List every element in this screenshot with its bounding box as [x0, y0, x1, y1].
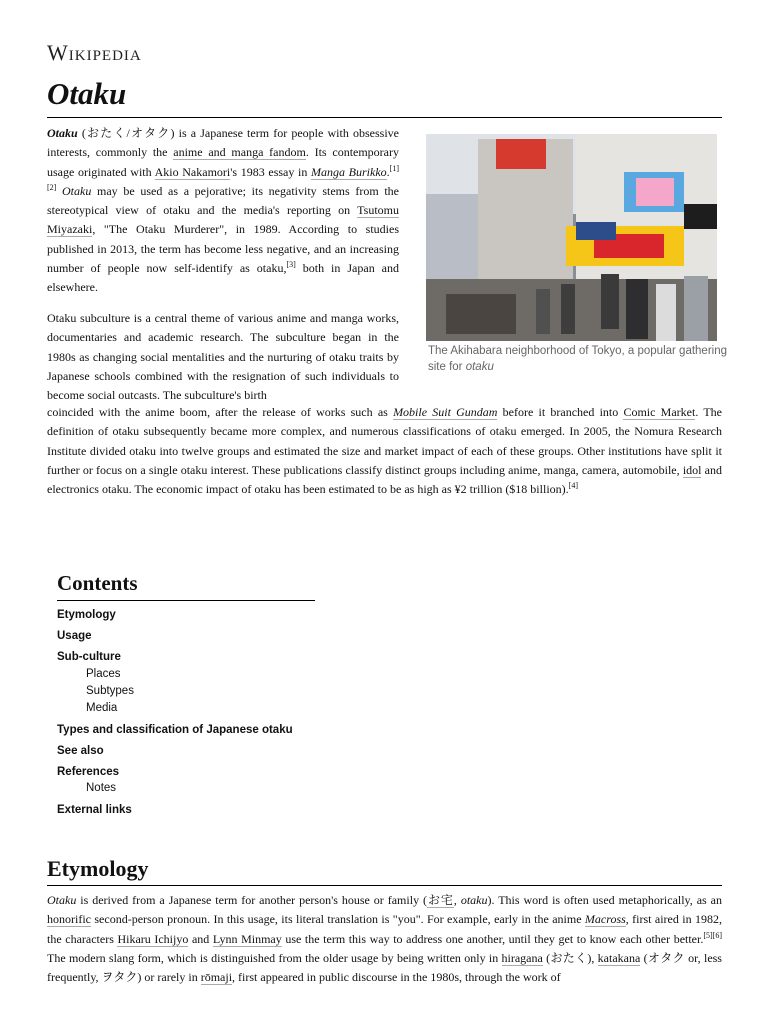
etym-text-6: use the term this way to address one another, until they get to know each other better.	[281, 931, 704, 946]
etym-text-9: (オタク or, less frequently, ヲタク) or rarely in	[47, 950, 722, 985]
p2-text-1: coincided with the anime boom, after the release of works such as	[47, 405, 394, 419]
lead-text-2: . Its contemporary usage originated with	[47, 145, 400, 179]
citation-4[interactable]: [4]	[568, 481, 578, 491]
section-divider-etymology	[47, 885, 722, 886]
lead-text-6: may be used as a pejorative; its negativity stems from the stereotypical view of otaku and the media's reporting on	[47, 183, 400, 218]
title-divider	[47, 117, 722, 118]
toc-item-media[interactable]: Media	[86, 702, 118, 714]
etymology-paragraph	[47, 891, 722, 987]
p2-text-2: before it branched into	[497, 405, 624, 419]
link-macross[interactable]	[585, 912, 626, 927]
toc-item-sub-culture[interactable]: Sub-culture	[57, 651, 121, 663]
etym-text-3: second-person pronoun. In this usage, its literal translation is "you". For example, early in the anime	[91, 912, 585, 927]
wikipedia-wordmark[interactable]: Wikipedia	[47, 40, 142, 65]
etym-text-8: (おたく),	[542, 950, 598, 965]
toc-item-references[interactable]: References	[57, 766, 120, 778]
lead-text-4: .	[386, 164, 390, 179]
akihabara-photo-illustration	[426, 134, 717, 341]
link-idol[interactable]: idol	[682, 462, 702, 477]
lead-text-3: 's 1983 essay in	[230, 164, 312, 179]
link-romaji[interactable]: rōmaji	[200, 970, 233, 985]
photo-caption-term: otaku	[465, 361, 494, 373]
toc-title: Contents	[57, 571, 138, 595]
paragraph-2-full	[47, 403, 722, 499]
etym-text-5: and	[188, 931, 213, 946]
etym-text-1: is derived from a Japanese term for another person's house or family (	[76, 893, 428, 907]
etym-term-2: otaku	[460, 893, 488, 907]
lead-term: Otaku	[47, 126, 78, 140]
etym-text-2: ). This word is often used metaphorically, as an	[487, 893, 722, 907]
toc-item-notes[interactable]: Notes	[86, 782, 117, 794]
toc-item-external-links[interactable]: External links	[57, 804, 132, 816]
link-honorific[interactable]: honorific	[47, 912, 91, 927]
link-comic-market[interactable]: Comic Market	[623, 405, 696, 419]
link-mobile-suit-gundam[interactable]	[393, 405, 497, 420]
lead-text-1: (おたく/オタク) is a Japanese term for people with obsessive interests, commonly the	[47, 126, 399, 160]
toc-item-places[interactable]: Places	[86, 668, 121, 680]
toc-item-usage[interactable]: Usage	[57, 630, 92, 642]
section-heading-etymology: Etymology	[47, 856, 149, 881]
link-hikaru-ichijyo[interactable]: Hikaru Ichijyo	[117, 931, 189, 946]
etym-text-7: The modern slang form, which is distinguished from the older usage by being written only in	[47, 950, 502, 965]
paragraph-2-wrapped: Otaku subculture is a central theme of various anime and manga works, documentaries and academic research. The subculture began in the 1980s as changing social mentalities and the nurturing of otaku traits by Japanese schools combined with the resignation of such individuals to become social outcasts. The subculture's birth	[47, 311, 399, 403]
etym-text-4: , first aired in 1982, the characters	[47, 912, 722, 946]
link-otaku-kanji[interactable]: お宅	[427, 893, 454, 907]
etym-text-10: , first appeared in public discourse in the 1980s, through the work of	[232, 970, 561, 985]
link-tsutomu-miyazaki[interactable]: Tsutomu Miyazaki	[47, 203, 399, 237]
toc-item-types-classification[interactable]: Types and classification of Japanese otaku	[57, 724, 293, 736]
p2-text-3: . The definition of otaku subsequently became more complex, and numerous classifications of otaku emerged. In 2005, the Nomura Research Institute divided otaku into twelve groups and estimated the size and market impact of each of these groups. Other institutions have split it further or focus on a single otaku interest. These publications classify distinct groups including anime, manga, camera, automobile,	[47, 405, 722, 477]
toc-divider	[57, 600, 315, 601]
link-mobile-suit-gundam-text: Mobile Suit Gundam	[393, 405, 498, 419]
citation-1-2[interactable]: [1][2]	[47, 163, 399, 192]
photo-caption-text: The Akihabara neighborhood of Tokyo, a popular gathering site for	[428, 345, 728, 373]
toc-item-see-also[interactable]: See also	[57, 745, 104, 757]
lead-term-2: Otaku	[62, 183, 92, 198]
photo-caption	[428, 343, 728, 375]
etym-term: Otaku	[47, 893, 77, 907]
toc-item-subtypes[interactable]: Subtypes	[86, 685, 134, 697]
link-lynn-minmay[interactable]: Lynn Minmay	[212, 931, 282, 946]
page-title: Otaku	[47, 76, 127, 111]
link-manga-burikko-text: Manga Burikko	[311, 164, 387, 179]
p2-text-4: and electronics otaku. The economic impact of otaku has been estimated to be as high as ¥2 trillion ($18 billion).	[47, 462, 722, 497]
link-katakana[interactable]: katakana	[597, 950, 641, 965]
lead-text-7: , "The Otaku Murderer", in 1989. According to studies published in 2013, the term has become less negative, and an increasing number of people now self-identify as otaku,	[47, 222, 399, 276]
link-macross-text: Macross	[584, 912, 626, 927]
etym-text-1b: ,	[453, 893, 461, 907]
citation-3[interactable]: [3]	[286, 260, 296, 270]
akihabara-photo[interactable]	[426, 134, 717, 341]
toc-item-etymology[interactable]: Etymology	[57, 609, 116, 621]
link-akio-nakamori[interactable]: Akio Nakamori	[154, 164, 231, 179]
citation-5-6[interactable]: [5][6]	[703, 930, 722, 940]
link-hiragana[interactable]: hiragana	[501, 950, 543, 965]
link-manga-burikko[interactable]	[311, 165, 387, 180]
lead-paragraph	[47, 124, 399, 298]
lead-text-8: both in Japan and elsewhere.	[47, 261, 399, 295]
link-anime-manga-fandom[interactable]: anime and manga fandom	[173, 145, 306, 160]
